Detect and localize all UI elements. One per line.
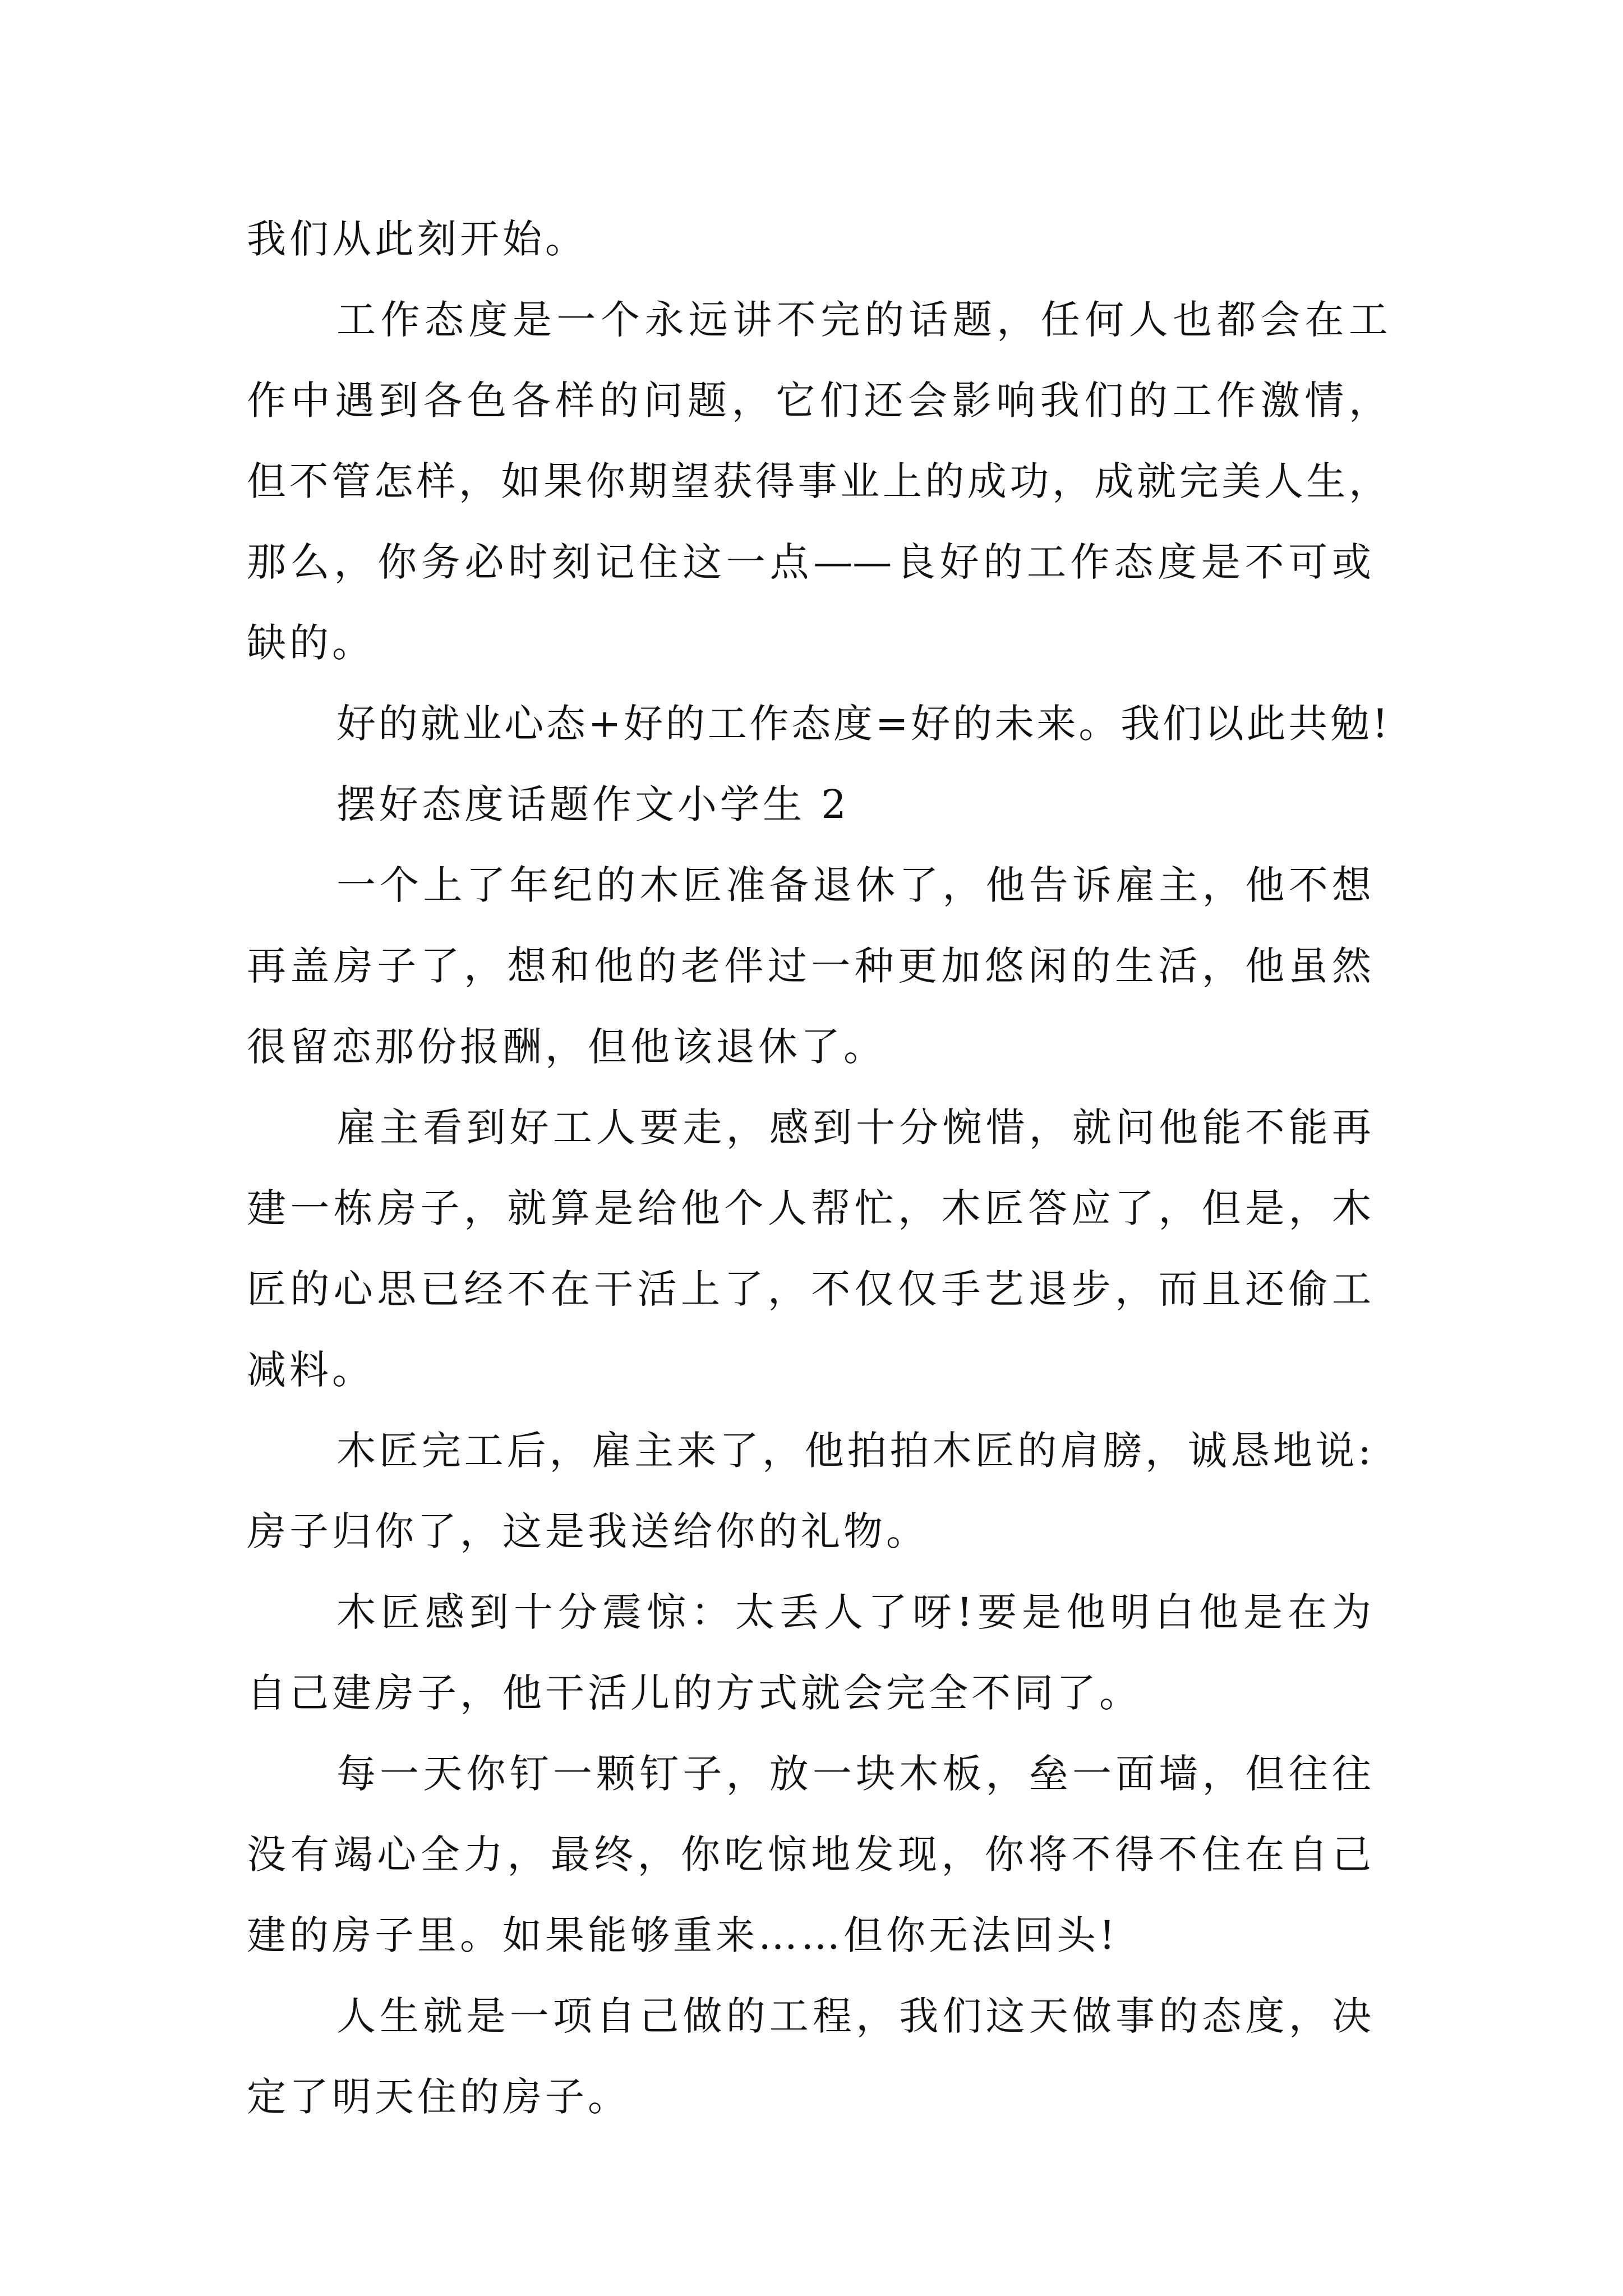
text-line: 匠的心思已经不在干活上了，不仅仅手艺退步，而且还偷工 xyxy=(247,1266,1371,1312)
text-line: 再盖房子了，想和他的老伴过一种更加悠闲的生活，他虽然 xyxy=(247,943,1371,989)
text-line: 工作态度是一个永远讲不完的话题，任何人也都会在工 xyxy=(336,297,1388,343)
text-line: 没有竭心全力，最终，你吃惊地发现，你将不得不住在自己 xyxy=(247,1832,1371,1878)
section-heading: 摆好态度话题作文小学生 2 xyxy=(336,781,850,827)
text-line: 但不管怎样，如果你期望获得事业上的成功，成就完美人生， xyxy=(247,458,1388,504)
text-line: 自己建房子，他干活儿的方式就会完全不同了。 xyxy=(247,1670,1142,1716)
text-line: 人生就是一项自己做的工程，我们这天做事的态度，决 xyxy=(336,1993,1371,2039)
text-line: 建一栋房子，就算是给他个人帮忙，木匠答应了，但是，木 xyxy=(247,1185,1371,1231)
text-line: 缺的。 xyxy=(247,620,375,666)
text-line: 雇主看到好工人要走，感到十分惋惜，就问他能不能再 xyxy=(336,1105,1371,1151)
text-line: 一个上了年纪的木匠准备退休了，他告诉雇主，他不想 xyxy=(336,862,1371,908)
text-line: 定了明天住的房子。 xyxy=(247,2074,630,2120)
text-line: 木匠完工后，雇主来了，他拍拍木匠的肩膀，诚恳地说: xyxy=(336,1428,1371,1474)
text-line: 建的房子里。如果能够重来……但你无法回头! xyxy=(247,1912,1119,1958)
text-line: 木匠感到十分震惊：太丢人了呀!要是他明白他是在为 xyxy=(336,1589,1371,1635)
text-line: 我们从此刻开始。 xyxy=(247,216,588,262)
text-line: 减料。 xyxy=(247,1347,375,1393)
text-line: 那么，你务必时刻记住这一点——良好的工作态度是不可或 xyxy=(247,539,1371,585)
text-line: 好的就业心态+好的工作态度=好的未来。我们以此共勉! xyxy=(336,701,1388,747)
text-line: 每一天你钉一颗钉子，放一块木板，垒一面墙，但往往 xyxy=(336,1751,1371,1797)
text-line: 很留恋那份报酬，但他该退休了。 xyxy=(247,1024,886,1070)
text-line: 房子归你了，这是我送给你的礼物。 xyxy=(247,1508,929,1554)
text-line: 作中遇到各色各样的问题，它们还会影响我们的工作激情， xyxy=(247,378,1388,424)
